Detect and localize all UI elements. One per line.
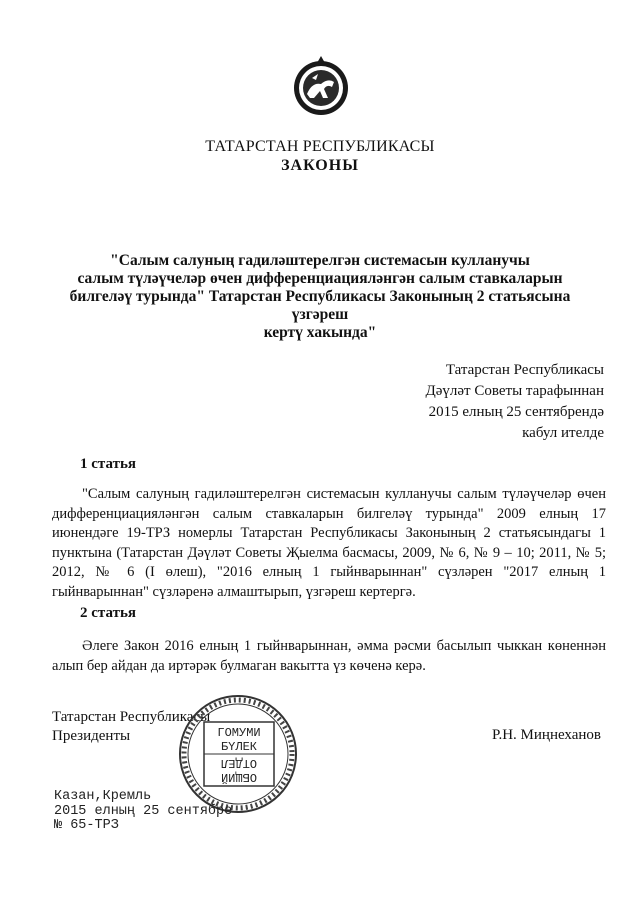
document-type: ЗАКОНЫ [281,157,359,174]
title-line: салым түләүчеләр өчен дифференциацияләнгән салым ставкаларын [77,270,563,287]
footer-line: 2015 елның 25 сентябре [54,803,233,819]
article-2-heading: 2 статья [80,605,136,621]
adoption-block [380,360,604,444]
stamp-text: БҮЛЕК [220,740,258,754]
stamp-text: ГОМУМИ [217,726,261,740]
footer-line: № 65-ТРЗ [54,818,119,833]
adoption-line: Дәүләт Советы тарафыннан [425,383,604,399]
adoption-line: кабул ителде [522,425,604,441]
stamp-text: ОТДЕЛ [220,756,258,770]
adoption-line: 2015 елның 25 сентябрендә [428,404,604,420]
republic-name: ТАТАРСТАН РЕСПУБЛИКАСЫ [205,138,435,155]
adoption-line: Татарстан Республикасы [445,362,604,378]
title-line: кертү хакында" [263,324,377,341]
title-line: "Салым салуның гадиләштерелгән системасын кулланучы [110,252,530,269]
title-line: билгеләү турында" Татарстан Республикасы Законының 2 статьясына үзгәреш [69,288,571,323]
signatory-line: Татарстан Республикасы [52,709,211,725]
signatory-line: Президенты [52,728,131,744]
law-title [60,252,580,342]
stamp-text: ОБЩИЙ [220,770,258,784]
signatory-name: Р.Н. Миңнеханов [492,727,601,743]
article-1-text: "Салым салуның гадиләштерелгән системасын кулланучы салым түләүчеләр өчен дифференциацияләнгән салым ставкаларын билгеләү турында" 2009 елның 17 июнендәге 19-ТРЗ номерлы Татарстан Республикасы Законының 2 статьясындагы 1 пунктына (Татарстан Дәүләт Советы Җыелма басмасы, 2009, № 6, № 9 – 10; 2011, № 5; 2012, № 6 (I өлеш), "2016 елның 1 гыйнварыннан" сүзләрен "2017 елның 1 гыйнварыннан" сүзләренә алмаштырып, үзгәреш кертергә. [52,486,606,600]
tatarstan-coat-of-arms-icon [292,54,350,118]
footer-line: Казан,Кремль [54,789,152,804]
article-2-text: Әлеге Закон 2016 елның 1 гыйнварыннан, әмма рәсми басылып чыккан көненнән алып бер айдан да иртәрәк булмаган вакытта үз көченә керә. [52,638,606,674]
place-date-number [54,790,232,834]
article-1-heading: 1 статья [80,456,136,472]
